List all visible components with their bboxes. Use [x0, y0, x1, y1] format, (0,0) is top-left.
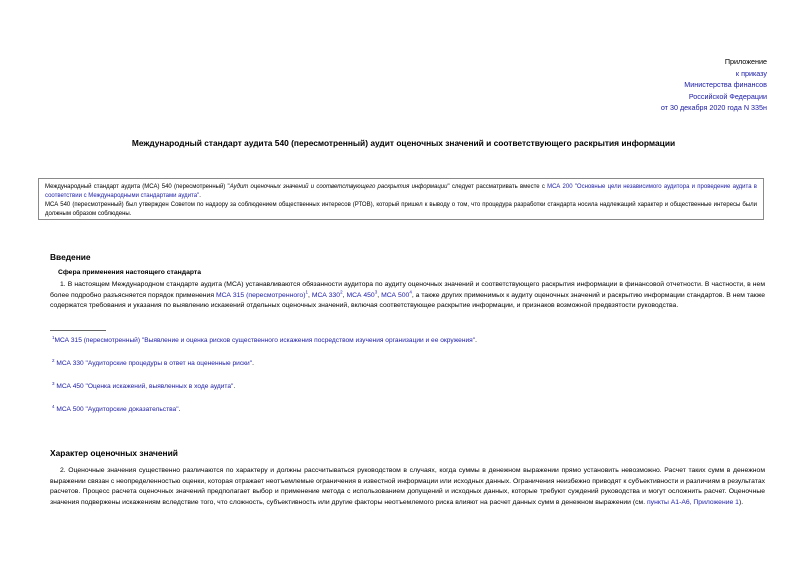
isa-450-link[interactable]: МСА 450 — [346, 291, 375, 299]
appendix-block — [661, 56, 767, 114]
note-text: . — [199, 193, 201, 199]
appendix-reference-link[interactable]: пункты A1-A6, Приложение 1 — [646, 498, 739, 506]
footnote-ref[interactable]: 2 — [340, 289, 343, 295]
footnote-ref[interactable]: 1 — [305, 289, 308, 295]
footnote-link[interactable]: МСА 315 (пересмотренный) "Выявление и оценка рисков существенного искажения посредством изучения организации и ее окружения" — [54, 337, 476, 344]
document-title: Международный стандарт аудита 540 (пересмотренный) аудит оценочных значений и соответствующего раскрытия информации — [131, 138, 676, 148]
footnote-end: . — [178, 406, 181, 413]
note-text: " следует рассматривать вместе с — [447, 184, 548, 190]
note-paragraph-1 — [45, 183, 757, 201]
footnote-end: . — [475, 337, 477, 344]
footnote-mark: 1 — [52, 334, 55, 340]
footnote-end: . — [233, 383, 236, 390]
footnote-mark: 2 — [52, 357, 55, 363]
note-standard-name: Аудит оценочных значений и соответствующего раскрытия информации — [229, 184, 448, 190]
paragraph-text: , — [342, 291, 347, 299]
isa-500-link[interactable]: МСА 500 — [381, 291, 410, 299]
note-text: Международный стандарт аудита (МСА) 540 (пересмотренный) " — [45, 184, 230, 190]
footnote-4 — [52, 405, 180, 414]
isa-315-link[interactable]: МСА 315 (пересмотренного) — [215, 291, 306, 299]
footnote-link[interactable]: МСА 330 "Аудиторские процедуры в ответ на оцененные риски" — [56, 360, 253, 367]
footnote-3 — [52, 382, 235, 391]
footnote-ref[interactable]: 3 — [374, 289, 378, 295]
appendix-country-link[interactable]: Российской Федерации — [688, 91, 767, 101]
note-paragraph-2: МСА 540 (пересмотренный) был утвержден Советом по надзору за соблюдением общественных интересов (РТОВ), который пришел к выводу о том, что процедура разработки стандарта носила надлежащий характер и общественные интересы были должным образом соблюдены. — [45, 202, 757, 217]
standard-note-box — [38, 178, 764, 220]
footnote-end: . — [252, 360, 254, 367]
appendix-order-link[interactable]: к приказу — [735, 68, 767, 78]
paragraph-text: 1. В настоящем Международном стандарте аудита (МСА) устанавливаются обязанности аудитора по аудиту оценочных значений и соответствующего раскрытия информации в финансовой отчетности. В частности, в нем более подробно разъясняется порядок применения — [50, 281, 765, 299]
intro-heading: Введение — [50, 252, 91, 262]
footnote-ref[interactable]: 4 — [409, 289, 412, 295]
paragraph-text: ). — [738, 498, 744, 506]
footnote-2 — [52, 359, 254, 368]
appendix-date-link[interactable]: от 30 декабря 2020 года N 335н — [660, 103, 767, 112]
paragraph-text: , а также других применимых к аудиту оценочных значений и раскрытию информации стандартов. В нем также содержатся требования и указания по выявлению искажений отдельных оценочных значений, включая соответствующее раскрытие информации, и признаков возможной предвзятости руководства. — [50, 291, 766, 310]
paragraph-2 — [50, 466, 765, 508]
footnote-link[interactable]: МСА 500 "Аудиторские доказательства" — [56, 406, 179, 413]
appendix-label: Приложение — [724, 57, 767, 66]
isa-200-link[interactable]: МСА 200 "Основные цели независимого аудитора и проведение аудита в соответствии с Международными стандартами аудита" — [45, 184, 757, 199]
paragraph-text: , — [377, 291, 382, 299]
paragraph-text: 2. Оценочные значения существенно различаются по характеру и должны рассчитываться руководством в случаях, когда суммы в денежном выражении прямо установить невозможно. Расчет таких сумм в денежном выражении связан с неопределенностью оценки, которая отражает неотъемлемые ограничения в известной информации или исходных данных. Ограничения неизбежно приводят к субъективности и различиям в результатах расчетов. Процесс расчета оценочных значений предполагает выбор и применение метода с использованием допущений и исходных данных, которые требуют суждений руководства и могут осложнить расчет. Оценочные значения подвержены искажениям вследствие того, что сложность, субъективность или другие факторы неотъемлемого риска влияют на расчет данных сумм в денежном выражении (см. — [50, 467, 765, 506]
footnote-divider — [50, 330, 106, 331]
paragraph-text: , — [308, 291, 312, 299]
appendix-ministry-link[interactable]: Министерства финансов — [684, 80, 767, 89]
footnote-1 — [52, 336, 477, 345]
footnote-mark: 4 — [52, 403, 55, 409]
footnote-mark: 3 — [52, 380, 55, 386]
paragraph-1 — [50, 280, 765, 312]
scope-subheading: Сфера применения настоящего стандарта — [58, 269, 202, 276]
nature-heading: Характер оценочных значений — [50, 448, 178, 458]
footnote-link[interactable]: МСА 450 "Оценка искажений, выявленных в ходе аудита" — [56, 383, 234, 390]
isa-330-link[interactable]: МСА 330 — [311, 291, 341, 299]
